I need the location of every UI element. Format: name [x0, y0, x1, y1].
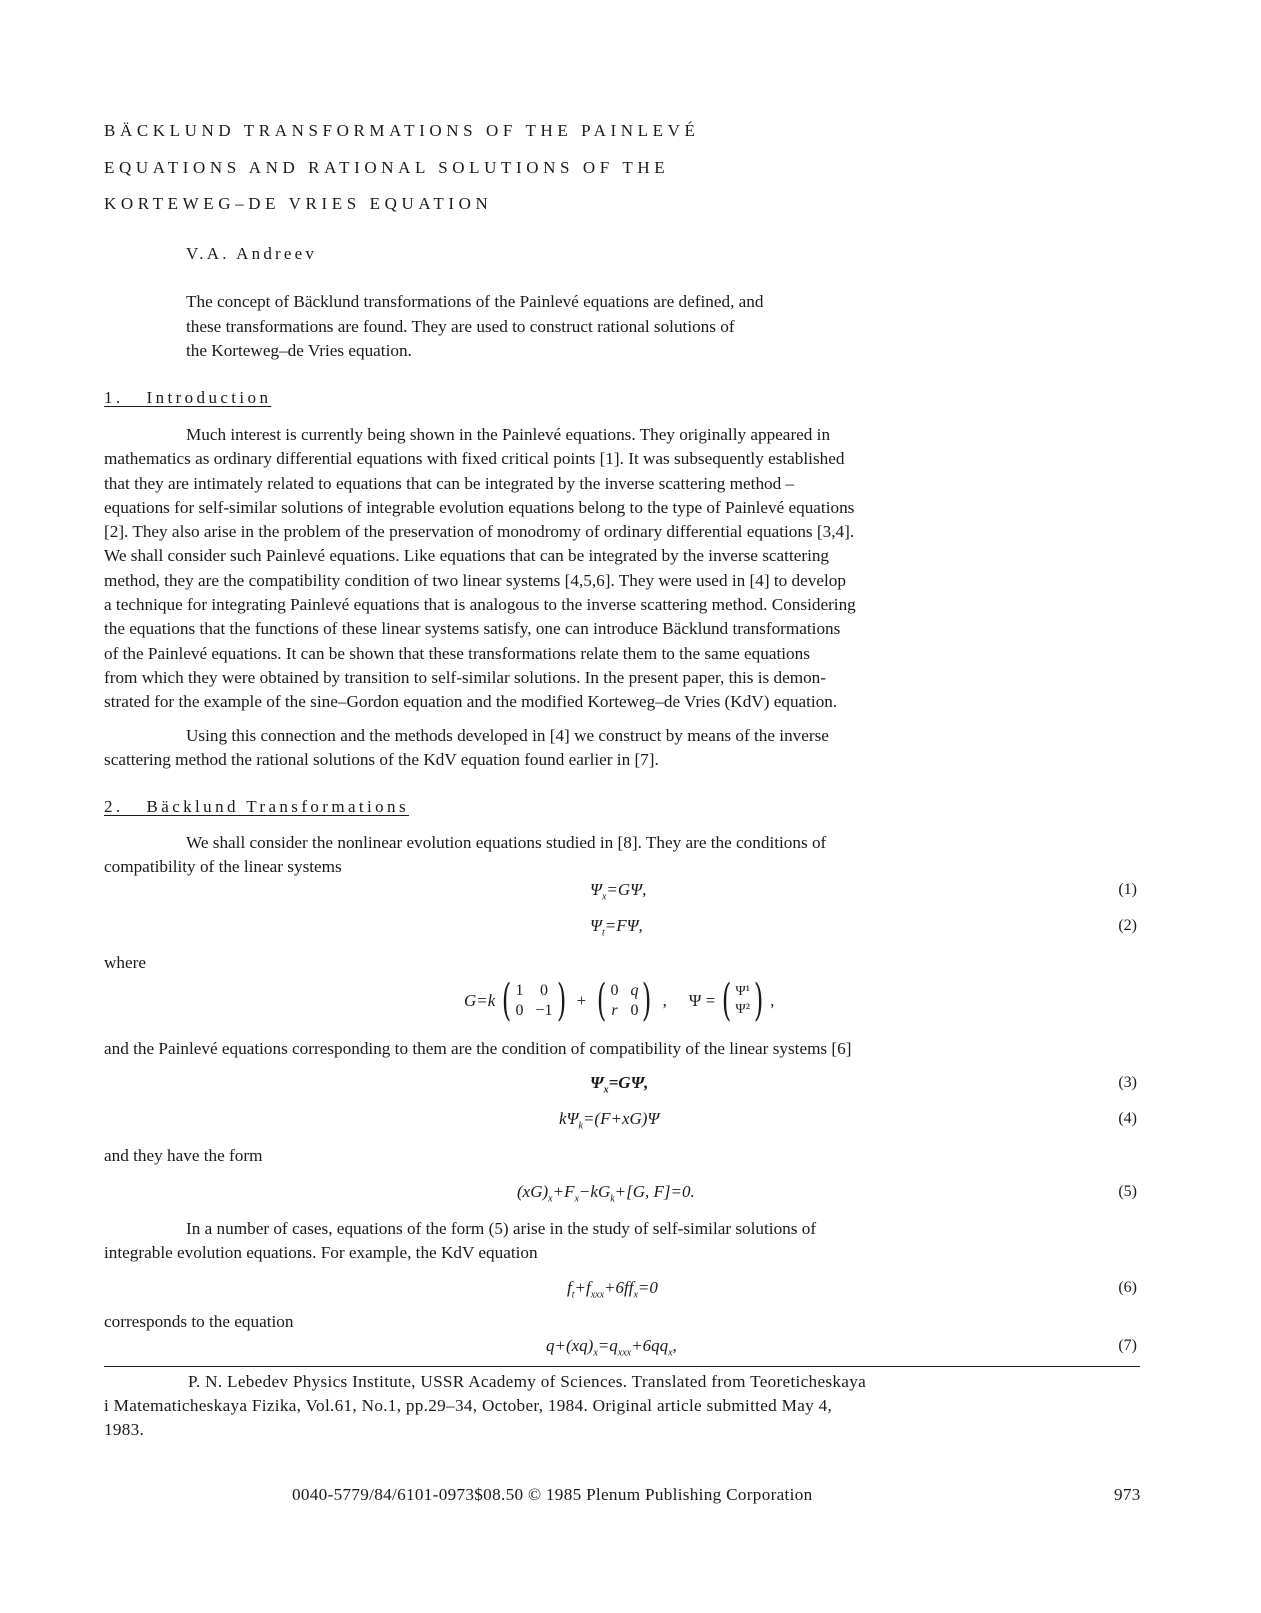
equation-7: $q+(xq)_x=q_{xxx}+6qq_x$,: [546, 1336, 677, 1359]
paragraph-line: method, they are the compatibility condition of two linear systems [4,5,6]. They were used in [4] to develop: [104, 570, 846, 590]
paragraph-line: compatibility of the linear systems: [104, 857, 342, 877]
psi-vector: ( Ψ¹ Ψ² ): [722, 975, 764, 1026]
paragraph-line: Much interest is currently being shown in the Painlevé equations. They originally appeared in: [186, 425, 831, 444]
equation-5: $(xG)_x+F_x-kG_k+[G$, F]=0.: [517, 1182, 695, 1205]
footnote: [104, 1370, 1144, 1442]
title-line-2: EQUATIONS AND RATIONAL SOLUTIONS OF THE: [104, 158, 670, 177]
title-line-3: KORTEWEG–DE VRIES EQUATION: [104, 194, 493, 213]
equation-5-number: (5): [1118, 1183, 1137, 1200]
g-definition-lhs: G=k: [464, 991, 496, 1010]
page-number: 973: [1114, 1485, 1141, 1504]
equation-4: $k\Psi_k=(F+xG)\Psi$: [559, 1109, 660, 1132]
author: V.A. Andreev: [186, 244, 318, 263]
paragraph-line: strated for the example of the sine–Gordon equation and the modified Korteweg–de Vries (KdV) equation.: [104, 692, 838, 712]
paragraph-line: In a number of cases, equations of the form (5) arise in the study of self-similar solutions of: [186, 1219, 817, 1238]
potential-matrix: ( 0 q r 0 ): [597, 975, 652, 1026]
section-2-paragraph-2: [104, 1037, 1144, 1061]
psi-definition-lhs: Ψ =: [688, 991, 716, 1010]
abstract: [186, 290, 986, 364]
copyright-line: 0040-5779/84/6101-0973$08.50 © 1985 Plenum Publishing Corporation: [292, 1485, 813, 1504]
intro-paragraph-2: [104, 724, 1144, 773]
equation-3: $\Psi_x=G\Psi$,: [590, 1073, 649, 1096]
matrix-equation: G=k ( 1 0 0 −1 ) + ( 0 q r 0 ) , Ψ = ( Ψ¹ Ψ² ) ,: [464, 975, 775, 1026]
paragraph-line: [2]. They also arise in the problem of the preservation of monodromy of ordinary differential equations [3,4].: [104, 522, 855, 542]
section-2-paragraph-1: [104, 831, 1144, 880]
section-1-number: 1.: [104, 388, 124, 407]
footnote-line: 1983.: [104, 1420, 145, 1439]
footnote-rule: [104, 1366, 1140, 1367]
equation-4-number: (4): [1118, 1110, 1137, 1127]
paragraph-line: from which they were obtained by transition to self-similar solutions. In the present paper, this is demon-: [104, 667, 826, 687]
equation-2-number: (2): [1118, 917, 1137, 934]
paragraph-line: scattering method the rational solutions of the KdV equation found earlier in [7].: [104, 750, 659, 770]
footnote-line: i Matematicheskaya Fizika, Vol.61, No.1, pp.29–34, October, 1984. Original article submitted May 4,: [104, 1396, 833, 1415]
section-2-title: Bäcklund Transformations: [146, 797, 409, 816]
equation-7-number: (7): [1118, 1337, 1137, 1354]
section-2-number: 2.: [104, 797, 124, 816]
abstract-line: the Korteweg–de Vries equation.: [186, 341, 412, 360]
title-line-1: BÄCKLUND TRANSFORMATIONS OF THE PAINLEVÉ: [104, 121, 700, 140]
intro-paragraph-1: [104, 423, 1144, 715]
identity-matrix: ( 1 0 0 −1 ): [502, 975, 566, 1026]
equation-6-number: (6): [1118, 1279, 1137, 1296]
paragraph-line: Using this connection and the methods developed in [4] we construct by means of the inverse: [186, 726, 829, 745]
equation-1: $\Psi_x=G\Psi$,: [590, 880, 647, 903]
paragraph-line: integrable evolution equations. For example, the KdV equation: [104, 1243, 538, 1263]
corresponds-label: corresponds to the equation: [104, 1312, 294, 1331]
where-label: where: [104, 953, 146, 972]
paragraph-line: We shall consider such Painlevé equations. Like equations that can be integrated by the inverse scattering: [104, 546, 830, 566]
paragraph-line: of the Painlevé equations. It can be shown that these transformations relate them to the same equations: [104, 643, 810, 663]
paragraph-line: We shall consider the nonlinear evolution equations studied in [8]. They are the conditions of: [186, 833, 827, 852]
paragraph-line: that they are intimately related to equations that can be integrated by the inverse scattering method –: [104, 473, 795, 493]
section-2-paragraph-3: [104, 1217, 1144, 1266]
paragraph-line: the equations that the functions of these linear systems satisfy, one can introduce Bäcklund transformations: [104, 619, 841, 639]
section-2-heading: [104, 797, 409, 817]
section-1-heading: [104, 388, 271, 408]
paragraph-line: a technique for integrating Painlevé equations that is analogous to the inverse scattering method. Considering: [104, 595, 856, 615]
paragraph-line: mathematics as ordinary differential equations with fixed critical points [1]. It was subsequently established: [104, 449, 845, 469]
equation-2: $\Psi_t=F\Psi$,: [590, 916, 643, 939]
equation-3-number: (3): [1118, 1074, 1137, 1091]
abstract-line: The concept of Bäcklund transformations of the Painlevé equations are defined, and: [186, 292, 764, 311]
paragraph-line: equations for self-similar solutions of integrable evolution equations belong to the type of Painlevé equations: [104, 497, 855, 517]
abstract-line: these transformations are found. They are used to construct rational solutions of: [186, 316, 735, 336]
footnote-line: P. N. Lebedev Physics Institute, USSR Academy of Sciences. Translated from Teoreticheskaya: [188, 1372, 867, 1391]
form-label: and they have the form: [104, 1146, 263, 1165]
equation-6: $f_t+f_{xxx}+6ff_x=0$: [567, 1278, 658, 1301]
equation-1-number: (1): [1118, 881, 1137, 898]
paragraph-line: and the Painlevé equations corresponding to them are the condition of compatibility of the linear systems [6]: [104, 1039, 852, 1058]
section-1-title: Introduction: [146, 388, 272, 407]
